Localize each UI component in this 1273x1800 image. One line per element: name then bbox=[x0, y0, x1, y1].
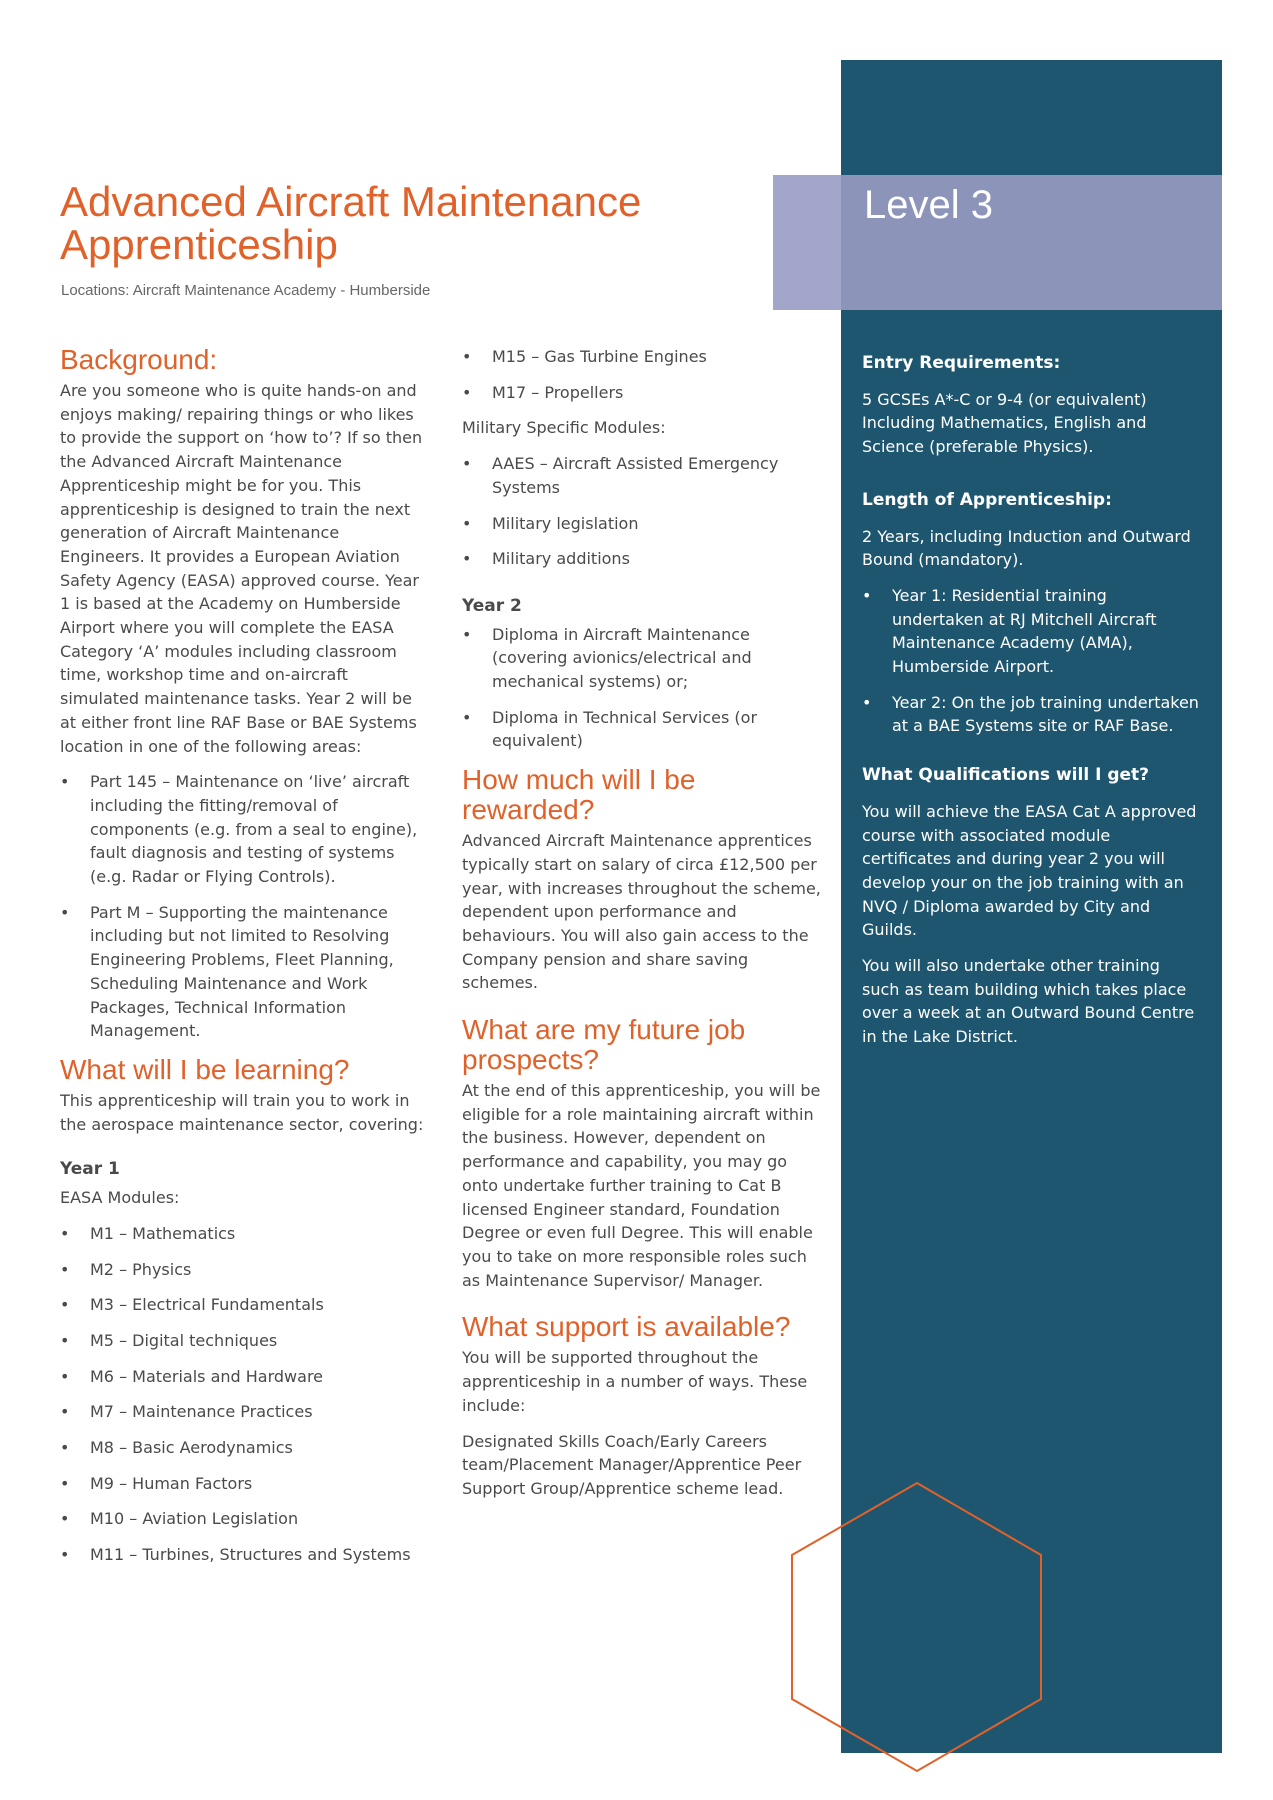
list-item: • M7 – Maintenance Practices bbox=[60, 1400, 425, 1424]
prospects-text: At the end of this apprenticeship, you will be eligible for a role maintaining aircraft within the business. However, dependent on performance and capability, you may go onto undertake further training to Cat B licensed Engineer standard, Foundation Degree or even full Degree. This will enable you to take on more responsible roles such as Maintenance Supervisor/ Manager. bbox=[462, 1081, 821, 1290]
column-2 bbox=[462, 345, 824, 1513]
list-item: • M8 – Basic Aerodynamics bbox=[60, 1436, 425, 1460]
qualifications-text-1: You will achieve the EASA Cat A approved course with associated module certificates and during year 2 you will develop your on the job training with an NVQ / Diploma awarded by City and Guilds. bbox=[862, 801, 1197, 940]
list-item: • AAES – Aircraft Assisted Emergency Systems bbox=[462, 452, 824, 499]
modules-list-cont bbox=[462, 345, 824, 404]
background-heading: Background: bbox=[60, 344, 218, 375]
length-heading: Length of Apprenticeship: bbox=[862, 489, 1112, 510]
column-1 bbox=[60, 345, 425, 1579]
list-item: • M6 – Materials and Hardware bbox=[60, 1365, 425, 1389]
list-item: • Diploma in Aircraft Maintenance (covering avionics/electrical and mechanical systems) or; bbox=[462, 623, 824, 694]
learning-text: This apprenticeship will train you to work in the aerospace maintenance sector, covering: bbox=[60, 1090, 424, 1134]
list-item: • Military legislation bbox=[462, 512, 824, 536]
military-list bbox=[462, 452, 824, 571]
list-item: • M9 – Human Factors bbox=[60, 1472, 425, 1496]
qualifications-heading: What Qualifications will I get? bbox=[862, 765, 1150, 786]
reward-heading: How much will I be rewarded? bbox=[462, 764, 696, 826]
list-item: • M3 – Electrical Fundamentals bbox=[60, 1293, 425, 1317]
qualifications-text-2: You will also undertake other training such as team building which takes place over a week at an Outward Bound Centre in the Lake District. bbox=[862, 956, 1195, 1047]
entry-heading: Entry Requirements: bbox=[862, 353, 1061, 373]
list-item: • M1 – Mathematics bbox=[60, 1222, 425, 1246]
prospects-heading: What are my future job prospects? bbox=[462, 1014, 746, 1076]
military-label: Military Specific Modules: bbox=[462, 418, 666, 438]
list-item: • Diploma in Technical Services (or equivalent) bbox=[462, 706, 824, 753]
list-item: • Military additions bbox=[462, 547, 824, 571]
list-item: • Part 145 – Maintenance on ‘live’ aircraft including the fitting/removal of components (e.g. from a seal to engine), fault diagnosis and testing of systems (e.g. Radar or Flying Controls). bbox=[60, 770, 425, 889]
title-line-1: Advanced Aircraft Maintenance bbox=[60, 178, 642, 225]
list-item: • M10 – Aviation Legislation bbox=[60, 1507, 425, 1531]
locations: Locations: Aircraft Maintenance Academy - Humberside bbox=[61, 282, 431, 299]
reward-text: Advanced Aircraft Maintenance apprentices typically start on salary of circa £12,500 per year, with increases throughout the scheme, dependent upon performance and behaviours. You will also gain access to the Company pension and share saving schemes. bbox=[462, 831, 821, 993]
page-title bbox=[60, 180, 641, 266]
background-text: Are you someone who is quite hands-on and enjoys making/ repairing things or who likes to provide the support on ‘how to’? If so then the Advanced Aircraft Maintenance Apprenticeship might be for you. This apprenticeship is designed to train the next generation of Aircraft Maintenance Engineers. It provides a European Aviation Safety Agency (EASA) approved course. Year 1 is based at the Academy on Humberside Airport where you will complete the EASA Category ‘A’ modules including classroom time, workshop time and on-aircraft simulated maintenance tasks. Year 2 will be at either front line RAF Base or BAE Systems location in one of the following areas: bbox=[60, 381, 423, 756]
level-banner-overlap bbox=[773, 175, 841, 310]
areas-list bbox=[60, 770, 425, 1043]
year1-heading: Year 1 bbox=[60, 1159, 120, 1180]
easa-label: EASA Modules: bbox=[60, 1188, 180, 1208]
year2-list bbox=[462, 623, 824, 754]
list-item: • M17 – Propellers bbox=[462, 381, 824, 405]
list-item: • M5 – Digital techniques bbox=[60, 1329, 425, 1353]
list-item: • Part M – Supporting the maintenance including but not limited to Resolving Engineering Problems, Fleet Planning, Scheduling Maintenance and Work Packages, Technical Information Management. bbox=[60, 901, 425, 1043]
modules-list bbox=[60, 1222, 425, 1567]
title-line-2: Apprenticeship bbox=[60, 221, 338, 268]
support-list: Designated Skills Coach/Early Careers team/Placement Manager/Apprentice Peer Support Group/Apprentice scheme lead. bbox=[462, 1431, 802, 1498]
year2-heading: Year 2 bbox=[462, 595, 522, 616]
sidebar-content bbox=[862, 352, 1202, 1061]
level-label: Level 3 bbox=[864, 183, 993, 227]
list-item: • M11 – Turbines, Structures and Systems bbox=[60, 1543, 425, 1567]
support-text: You will be supported throughout the apprenticeship in a number of ways. These include: bbox=[462, 1348, 808, 1415]
length-list bbox=[862, 584, 1202, 738]
learning-heading: What will I be learning? bbox=[60, 1053, 350, 1085]
list-item: • Year 1: Residential training undertaken at RJ Mitchell Aircraft Maintenance Academy (AMA), Humberside Airport. bbox=[862, 584, 1202, 679]
list-item: • M15 – Gas Turbine Engines bbox=[462, 345, 824, 369]
entry-text: 5 GCSEs A*-C or 9-4 (or equivalent) Including Mathematics, English and Science (preferable Physics). bbox=[862, 389, 1147, 457]
list-item: • M2 – Physics bbox=[60, 1258, 425, 1282]
length-text: 2 Years, including Induction and Outward Bound (mandatory). bbox=[862, 526, 1191, 570]
list-item: • Year 2: On the job training undertaken at a BAE Systems site or RAF Base. bbox=[862, 691, 1202, 738]
support-heading: What support is available? bbox=[462, 1311, 791, 1343]
